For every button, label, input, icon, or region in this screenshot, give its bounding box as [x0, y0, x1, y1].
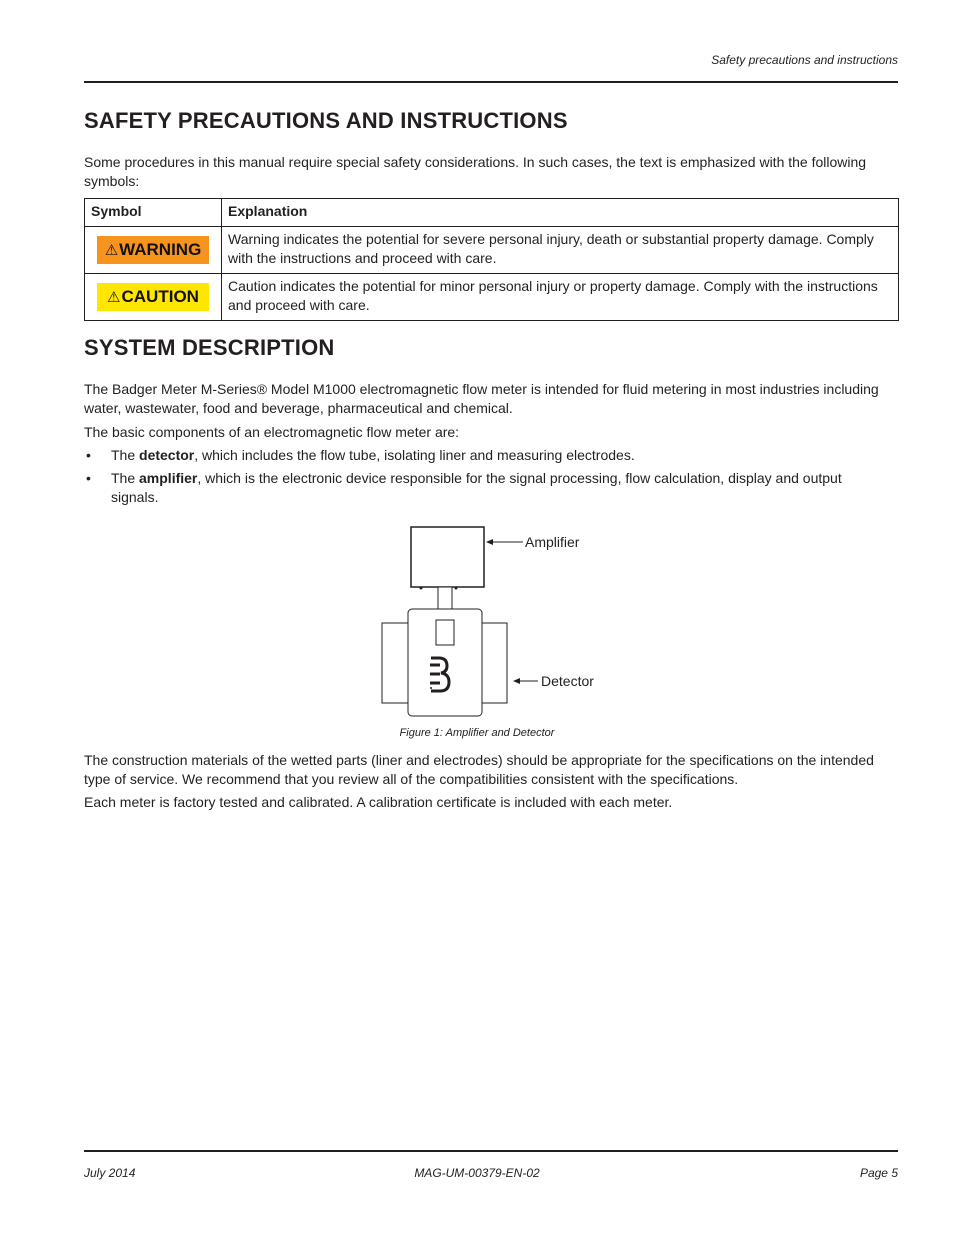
col-header-symbol: Symbol [85, 199, 222, 227]
system-paragraph-1: The Badger Meter M-Series® Model M1000 electromagnetic flow meter is intended for fluid metering in most industries including water, wastewater, food and beverage, pharmaceutical and chemical. [84, 381, 879, 416]
running-header: Safety precautions and instructions [711, 53, 898, 67]
bullet-icon: • [86, 447, 91, 463]
caution-sign [97, 283, 209, 311]
meter-diagram [370, 520, 620, 725]
term-amplifier: amplifier [139, 470, 198, 486]
amplifier-box [411, 527, 484, 587]
detector-label: Detector [541, 673, 594, 689]
figure-caption: Figure 1: Amplifier and Detector [399, 727, 555, 739]
figure-amplifier-detector [370, 520, 620, 725]
system-paragraph-2: The basic components of an electromagnetic flow meter are: [84, 424, 460, 440]
safety-intro: Some procedures in this manual require special safety considerations. In such cases, the text is emphasized with the following symbols: [84, 154, 867, 189]
amplifier-label: Amplifier [525, 534, 580, 550]
caution-sign-label: CAUTION [121, 287, 199, 306]
safety-symbols-table [84, 198, 899, 321]
system-paragraph-3: The construction materials of the wetted parts (liner and electrodes) should be appropriate for the specifications on the intended type of service. We recommend that you review all of the compatibilities consistent with the specifications. [84, 752, 874, 787]
warning-triangle-icon: ⚠ [107, 289, 121, 306]
list-item: • The detector, which includes the flow tube, isolating liner and measuring electrodes. [86, 447, 635, 463]
component-list [84, 446, 874, 511]
left-flange [382, 623, 408, 703]
col-header-explanation: Explanation [222, 199, 899, 227]
section-heading-safety: SAFETY PRECAUTIONS AND INSTRUCTIONS [84, 108, 568, 133]
footer-date: July 2014 [84, 1166, 136, 1180]
detector-window [436, 620, 454, 645]
symbol-cell [85, 274, 222, 321]
right-flange [482, 623, 507, 703]
header-rule [84, 81, 898, 83]
table-row [85, 227, 899, 274]
footer-doc-number: MAG-UM-00379-EN-02 [414, 1166, 540, 1180]
section-heading-system: SYSTEM DESCRIPTION [84, 335, 335, 360]
list-item: • The amplifier, which is the electronic device responsible for the signal processing, flow calculation, display and output signals. [86, 470, 842, 505]
warning-sign [97, 236, 209, 264]
warning-sign-label: WARNING [119, 240, 202, 259]
amplifier-neck [438, 587, 452, 609]
footer-page-number: Page 5 [859, 1166, 898, 1180]
system-paragraph-4: Each meter is factory tested and calibrated. A calibration certificate is included with each meter. [84, 794, 673, 810]
table-header-row [85, 199, 899, 227]
table-row [85, 274, 899, 321]
warning-triangle-icon: ⚠ [104, 242, 119, 259]
explanation-cell: Warning indicates the potential for severe personal injury, death or substantial property damage. Comply with the instructions and proceed with care. [222, 227, 899, 274]
term-detector: detector [139, 447, 195, 463]
bullet-icon: • [86, 470, 91, 486]
footer-rule [84, 1150, 898, 1152]
explanation-cell: Caution indicates the potential for minor personal injury or property damage. Comply with the instructions and proceed with care. [222, 274, 899, 321]
symbol-cell [85, 227, 222, 274]
